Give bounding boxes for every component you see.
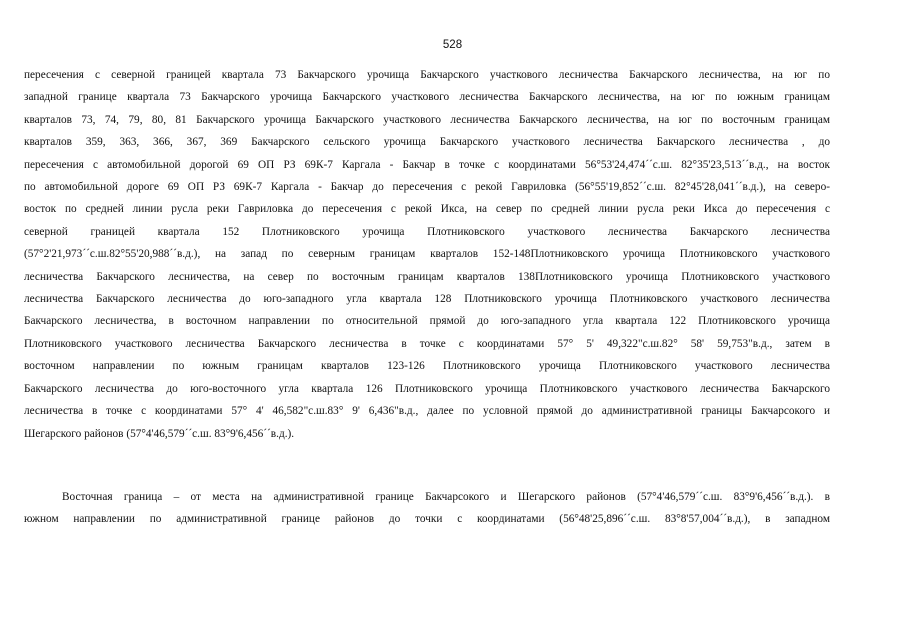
text-line: кварталов 359, 363, 366, 367, 369 Бакчарского сельского урочища Бакчарского участкового лесничества Бакчарского лесничества , до — [24, 136, 830, 149]
text-line: Шегарского районов (57°4'46,579´´с.ш. 83°9'6,456´´в.д.). — [24, 427, 295, 440]
text-line: Бакчарского лесничества до юго-восточного угла квартала 126 Плотниковского урочища Плотниковского участкового лесничества Бакчарского — [24, 382, 830, 395]
text-line: кварталов 73, 74, 79, 80, 81 Бакчарского урочища Бакчарского участкового лесничества Бакчарского лесничества, на юг по восточным границам — [24, 113, 830, 126]
text-line: пересечения с автомобильной дорогой 69 ОП РЗ 69К-7 Каргала - Бакчар в точке с координатами 56°53'24,474´´с.ш. 82°35'23,513´´в.д., на восток — [24, 158, 830, 171]
text-line: лесничества в точке с координатами 57° 4' 46,582"с.ш.83° 9' 6,436"в.д., далее по условной прямой до административной границы Бакчарсокого и — [24, 405, 830, 418]
text-line: Бакчарского лесничества, в восточном направлении по относительной прямой до юго-западного угла квартала 122 Плотниковского урочища — [24, 315, 830, 328]
text-line: пересечения с северной границей квартала 73 Бакчарского урочища Бакчарского участкового лесничества Бакчарского лесничества, на юг по — [24, 69, 830, 81]
text-line: Восточная граница – от места на административной границе Бакчарсокого и Шегарского районов (57°4'46,579´´с.ш. 83°9'6,456´´в.д.). в — [62, 491, 830, 503]
paragraph-continuation — [24, 64, 830, 445]
text-line: восточном направлении по южным границам кварталов 123-126 Плотниковского урочища Плотниковского участкового лесничества — [24, 360, 830, 373]
paragraph-eastern-boundary — [24, 486, 830, 531]
text-line: по автомобильной дороге 69 ОП РЗ 69К-7 Каргала - Бакчар до пересечения с рекой Гавриловка (56°55'19,852´´с.ш. 82°45'28,041´´в.д.), на северо- — [24, 181, 830, 194]
text-line: Плотниковского участкового лесничества Бакчарского лесничества в точке с координатами 57° 5' 49,322"с.ш.82° 58' 59,753"в.д., затем в — [24, 337, 830, 350]
text-line: западной границе квартала 73 Бакчарского урочища Бакчарского участкового лесничества Бакчарского лесничества, на юг по южным границам — [24, 91, 830, 104]
page-number: 528 — [442, 39, 463, 51]
text-line: северной границей квартала 152 Плотниковского урочища Плотниковского участкового лесничества Бакчарского лесничества — [24, 225, 830, 238]
text-line: лесничества Бакчарского лесничества, на север по восточным границам кварталов 138Плотниковского урочища Плотниковского участкового — [24, 270, 830, 283]
text-line: лесничества Бакчарского лесничества до юго-западного угла квартала 128 Плотниковского урочища Плотниковского участкового лесничества — [24, 293, 830, 306]
text-line: (57°2'21,973´´с.ш.82°55'20,988´´в.д.), на запад по северным границам кварталов 152-148Плотниковского урочища Плотниковского участкового — [24, 248, 830, 261]
text-line: восток по средней линии русла реки Гавриловка до пересечения с рекой Икса, на север по средней линии русла реки Икса до пересечения с — [24, 203, 830, 216]
text-line: южном направлении по административной границе районов до точки с координатами (56°48'25,896´´с.ш. 83°8'57,004´´в.д.), в западном — [24, 513, 830, 526]
